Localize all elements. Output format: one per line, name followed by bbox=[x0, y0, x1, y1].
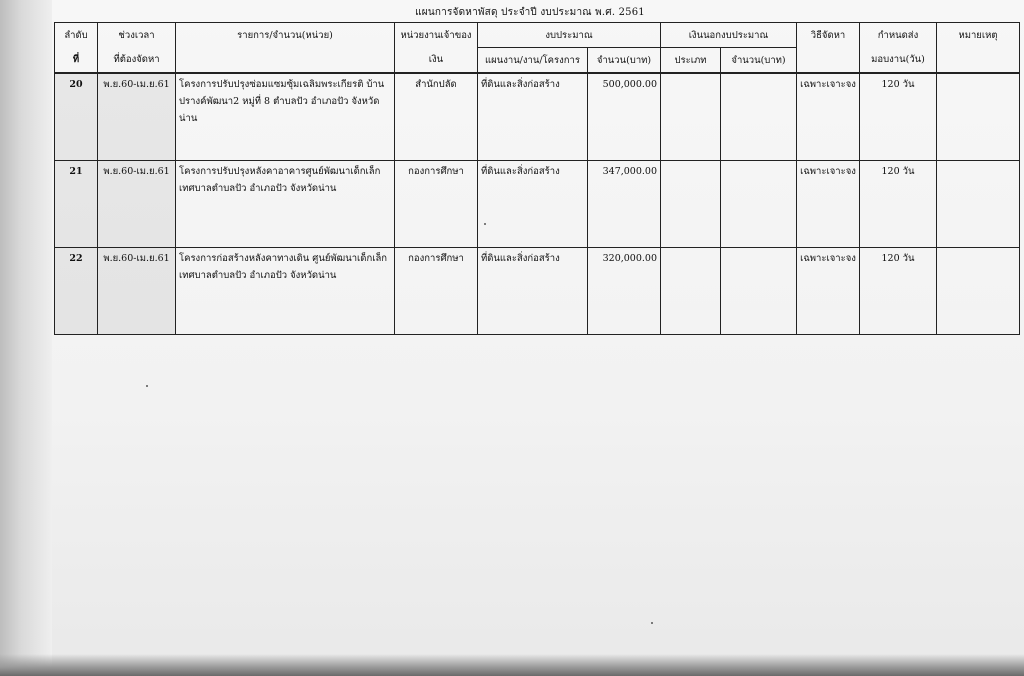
header-no-line1: ลำดับ bbox=[64, 29, 88, 41]
header-offbudget-type bbox=[661, 48, 721, 74]
header-remarks bbox=[937, 23, 1020, 48]
scan-speck bbox=[484, 223, 486, 225]
row-delivery: 120 วัน bbox=[860, 73, 937, 161]
row-dept: สำนักปลัด bbox=[395, 73, 478, 161]
row-no: 22 bbox=[55, 248, 98, 335]
table-row bbox=[55, 248, 1020, 335]
header-delivery-2 bbox=[860, 48, 937, 74]
header-period-2 bbox=[98, 48, 176, 74]
header-delivery-line2: มอบงาน(วัน) bbox=[871, 54, 925, 66]
header-dept-2 bbox=[395, 48, 478, 74]
procurement-plan-table bbox=[54, 22, 1020, 335]
row-budget-plan: ที่ดินและสิ่งก่อสร้าง bbox=[478, 73, 588, 161]
header-dept-line2: เงิน bbox=[428, 54, 444, 66]
row-offbudget-amount bbox=[721, 73, 797, 161]
row-method: เฉพาะเจาะจง bbox=[797, 248, 860, 335]
row-delivery: 120 วัน bbox=[860, 248, 937, 335]
row-remarks bbox=[937, 248, 1020, 335]
row-no: 21 bbox=[55, 161, 98, 248]
row-item: โครงการปรับปรุงหลังคาอาคารศูนย์พัฒนาเด็กเล็ก เทศบาลตำบลปัว อำเภอปัว จังหวัดน่าน bbox=[176, 161, 395, 248]
row-offbudget-amount bbox=[721, 161, 797, 248]
header-no bbox=[55, 23, 98, 48]
scan-speck bbox=[651, 622, 653, 624]
row-delivery: 120 วัน bbox=[860, 161, 937, 248]
row-budget-plan: ที่ดินและสิ่งก่อสร้าง bbox=[478, 161, 588, 248]
header-remarks-2 bbox=[937, 48, 1020, 74]
header-row-1 bbox=[55, 23, 1020, 48]
header-dept bbox=[395, 23, 478, 48]
row-remarks bbox=[937, 73, 1020, 161]
header-item bbox=[176, 23, 395, 48]
header-budget bbox=[478, 23, 661, 48]
header-offbudget bbox=[661, 23, 797, 48]
table-row bbox=[55, 161, 1020, 248]
header-budget-label: งบประมาณ bbox=[545, 29, 593, 41]
scan-speck bbox=[146, 385, 148, 387]
header-budget-amount bbox=[588, 48, 661, 74]
row-period: พ.ย.60-เม.ย.61 bbox=[98, 161, 176, 248]
table-row bbox=[55, 73, 1020, 161]
header-period-line2: ที่ต้องจัดหา bbox=[113, 54, 160, 66]
header-delivery-line1: กำหนดส่ง bbox=[877, 29, 919, 41]
scan-left-shadow bbox=[0, 0, 52, 676]
header-remarks-label: หมายเหตุ bbox=[958, 29, 998, 41]
row-budget-amount: 347,000.00 bbox=[588, 161, 661, 248]
row-budget-amount: 320,000.00 bbox=[588, 248, 661, 335]
row-item: โครงการปรับปรุงซ่อมแซมซุ้มเฉลิมพระเกียรติ บ้านปรางค์พัฒนา2 หมู่ที่ 8 ตำบลปัว อำเภอปัว จังหวัดน่าน bbox=[176, 73, 395, 161]
row-offbudget-amount bbox=[721, 248, 797, 335]
row-item: โครงการก่อสร้างหลังคาทางเดิน ศูนย์พัฒนาเด็กเล็ก เทศบาลตำบลปัว อำเภอปัว จังหวัดน่าน bbox=[176, 248, 395, 335]
row-method: เฉพาะเจาะจง bbox=[797, 161, 860, 248]
row-dept: กองการศึกษา bbox=[395, 161, 478, 248]
header-budget-plan-label: แผนงาน/งาน/โครงการ bbox=[485, 54, 580, 66]
header-method bbox=[797, 23, 860, 48]
header-method-2 bbox=[797, 48, 860, 74]
header-period-line1: ช่วงเวลา bbox=[118, 29, 155, 41]
header-dept-line1: หน่วยงานเจ้าของ bbox=[400, 29, 472, 41]
header-delivery bbox=[860, 23, 937, 48]
header-item-2 bbox=[176, 48, 395, 74]
row-dept: กองการศึกษา bbox=[395, 248, 478, 335]
header-offbudget-amount bbox=[721, 48, 797, 74]
row-period: พ.ย.60-เม.ย.61 bbox=[98, 73, 176, 161]
document-title: แผนการจัดหาพัสดุ ประจำปี งบประมาณ พ.ศ. 2561 bbox=[415, 7, 645, 18]
row-no: 20 bbox=[55, 73, 98, 161]
row-offbudget-type bbox=[661, 73, 721, 161]
header-offbudget-type-label: ประเภท bbox=[674, 54, 707, 66]
row-method: เฉพาะเจาะจง bbox=[797, 73, 860, 161]
header-period bbox=[98, 23, 176, 48]
row-budget-amount: 500,000.00 bbox=[588, 73, 661, 161]
header-offbudget-label: เงินนอกงบประมาณ bbox=[688, 29, 769, 41]
header-item-label: รายการ/จำนวน(หน่วย) bbox=[237, 29, 333, 41]
header-no-2 bbox=[55, 48, 98, 74]
row-budget-plan: ที่ดินและสิ่งก่อสร้าง bbox=[478, 248, 588, 335]
header-no-line2: ที่ bbox=[72, 54, 80, 66]
row-period: พ.ย.60-เม.ย.61 bbox=[98, 248, 176, 335]
header-budget-plan bbox=[478, 48, 588, 74]
row-remarks bbox=[937, 161, 1020, 248]
header-offbudget-amount-label: จำนวน(บาท) bbox=[731, 54, 786, 66]
scan-bottom-shadow bbox=[0, 654, 1024, 676]
header-method-label: วิธีจัดหา bbox=[810, 29, 846, 41]
row-offbudget-type bbox=[661, 161, 721, 248]
header-row-2 bbox=[55, 48, 1020, 74]
row-offbudget-type bbox=[661, 248, 721, 335]
header-budget-amount-label: จำนวน(บาท) bbox=[596, 54, 652, 66]
